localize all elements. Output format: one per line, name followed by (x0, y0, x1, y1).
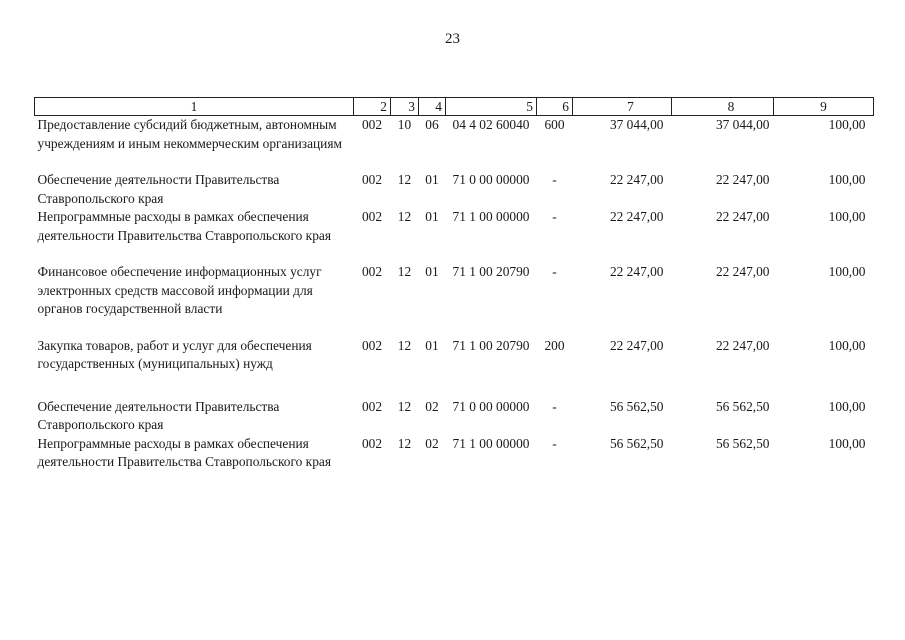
cell-target-article: 71 0 00 00000 (452, 398, 530, 414)
cell-admin-code: 002 (361, 117, 383, 132)
table-row (35, 337, 874, 374)
column-header: 2 (354, 98, 391, 116)
cell-subsection: 02 (425, 435, 439, 451)
cell-section: 12 (397, 435, 412, 451)
column-header: 9 (774, 98, 874, 116)
cell-admin-code: 002 (361, 209, 383, 224)
cell-section: 12 (397, 209, 412, 224)
column-header: 6 (537, 98, 573, 116)
cell-percent: 100,00 (828, 172, 866, 187)
column-header: 8 (672, 98, 774, 116)
cell-subsection: 01 (425, 209, 439, 224)
header-row (35, 98, 874, 116)
cell-admin-code: 002 (361, 172, 383, 187)
cell-expense-type: - (552, 172, 557, 187)
cell-amount-planned: 22 247,00 (609, 209, 664, 224)
cell-target-article: 71 0 00 00000 (452, 172, 530, 187)
cell-subsection: 06 (425, 117, 439, 132)
row-name: Закупка товаров, работ и услуг для обеспечения государственных (муниципальных) нужд (37, 337, 312, 371)
table-row (35, 116, 874, 154)
cell-percent: 100,00 (828, 435, 866, 451)
cell-admin-code: 002 (361, 398, 383, 414)
row-name: Непрограммные расходы в рамках обеспечения деятельности Правительства Ставропольского края (37, 435, 331, 469)
cell-target-article: 71 1 00 20790 (452, 337, 530, 353)
row-name: Обеспечение деятельности Правительства Ставропольского края (37, 398, 280, 432)
cell-target-article: 71 1 00 00000 (452, 209, 530, 224)
cell-admin-code: 002 (361, 435, 383, 451)
cell-expense-type: 200 (544, 337, 565, 353)
cell-expense-type: 600 (544, 117, 565, 132)
column-header: 3 (391, 98, 419, 116)
row-name: Обеспечение деятельности Правительства Ставропольского края (37, 172, 280, 206)
cell-amount-executed: 37 044,00 (715, 117, 770, 132)
cell-percent: 100,00 (828, 117, 866, 132)
cell-admin-code: 002 (361, 337, 383, 353)
cell-amount-executed: 56 562,50 (715, 435, 770, 451)
cell-target-article: 71 1 00 20790 (452, 264, 530, 279)
table-row (35, 208, 874, 245)
cell-target-article: 71 1 00 00000 (452, 435, 530, 451)
cell-percent: 100,00 (828, 337, 866, 353)
cell-expense-type: - (552, 209, 557, 224)
row-name: Предоставление субсидий бюджетным, автономным учреждениям и иным некоммерческим организациям (37, 117, 342, 151)
table-row (35, 263, 874, 319)
cell-amount-planned: 56 562,50 (609, 398, 664, 414)
cell-target-article: 04 4 02 60040 (452, 117, 530, 132)
cell-section: 12 (397, 337, 412, 353)
cell-amount-planned: 22 247,00 (609, 264, 664, 279)
cell-amount-executed: 22 247,00 (715, 264, 770, 279)
cell-amount-executed: 22 247,00 (715, 209, 770, 224)
cell-subsection: 02 (425, 398, 439, 414)
table-row (35, 398, 874, 435)
row-name: Непрограммные расходы в рамках обеспечения деятельности Правительства Ставропольского края (37, 209, 331, 243)
column-header: 4 (419, 98, 446, 116)
cell-section: 12 (397, 398, 412, 414)
cell-percent: 100,00 (828, 398, 866, 414)
cell-expense-type: - (552, 398, 557, 414)
row-name: Финансовое обеспечение информационных услуг электронных средств массовой информации для органов государственной власти (37, 264, 322, 316)
cell-amount-executed: 56 562,50 (715, 398, 770, 414)
cell-amount-planned: 22 247,00 (609, 172, 664, 187)
cell-percent: 100,00 (828, 264, 866, 279)
cell-admin-code: 002 (361, 264, 383, 279)
table-row (35, 171, 874, 208)
cell-expense-type: - (552, 264, 557, 279)
cell-amount-executed: 22 247,00 (715, 172, 770, 187)
cell-amount-planned: 56 562,50 (609, 435, 664, 451)
table-row (35, 435, 874, 472)
cell-subsection: 01 (425, 337, 439, 353)
page-number: 23 (445, 31, 460, 47)
cell-section: 10 (397, 117, 412, 132)
cell-expense-type: - (552, 435, 557, 451)
cell-amount-planned: 37 044,00 (609, 117, 664, 132)
column-header: 7 (573, 98, 672, 116)
budget-table (34, 97, 874, 472)
column-header: 1 (35, 98, 354, 116)
column-header: 5 (446, 98, 537, 116)
cell-section: 12 (397, 172, 412, 187)
cell-amount-planned: 22 247,00 (609, 337, 664, 353)
cell-subsection: 01 (425, 172, 439, 187)
cell-percent: 100,00 (828, 209, 866, 224)
cell-amount-executed: 22 247,00 (715, 337, 770, 353)
cell-section: 12 (397, 264, 412, 279)
cell-subsection: 01 (425, 264, 439, 279)
